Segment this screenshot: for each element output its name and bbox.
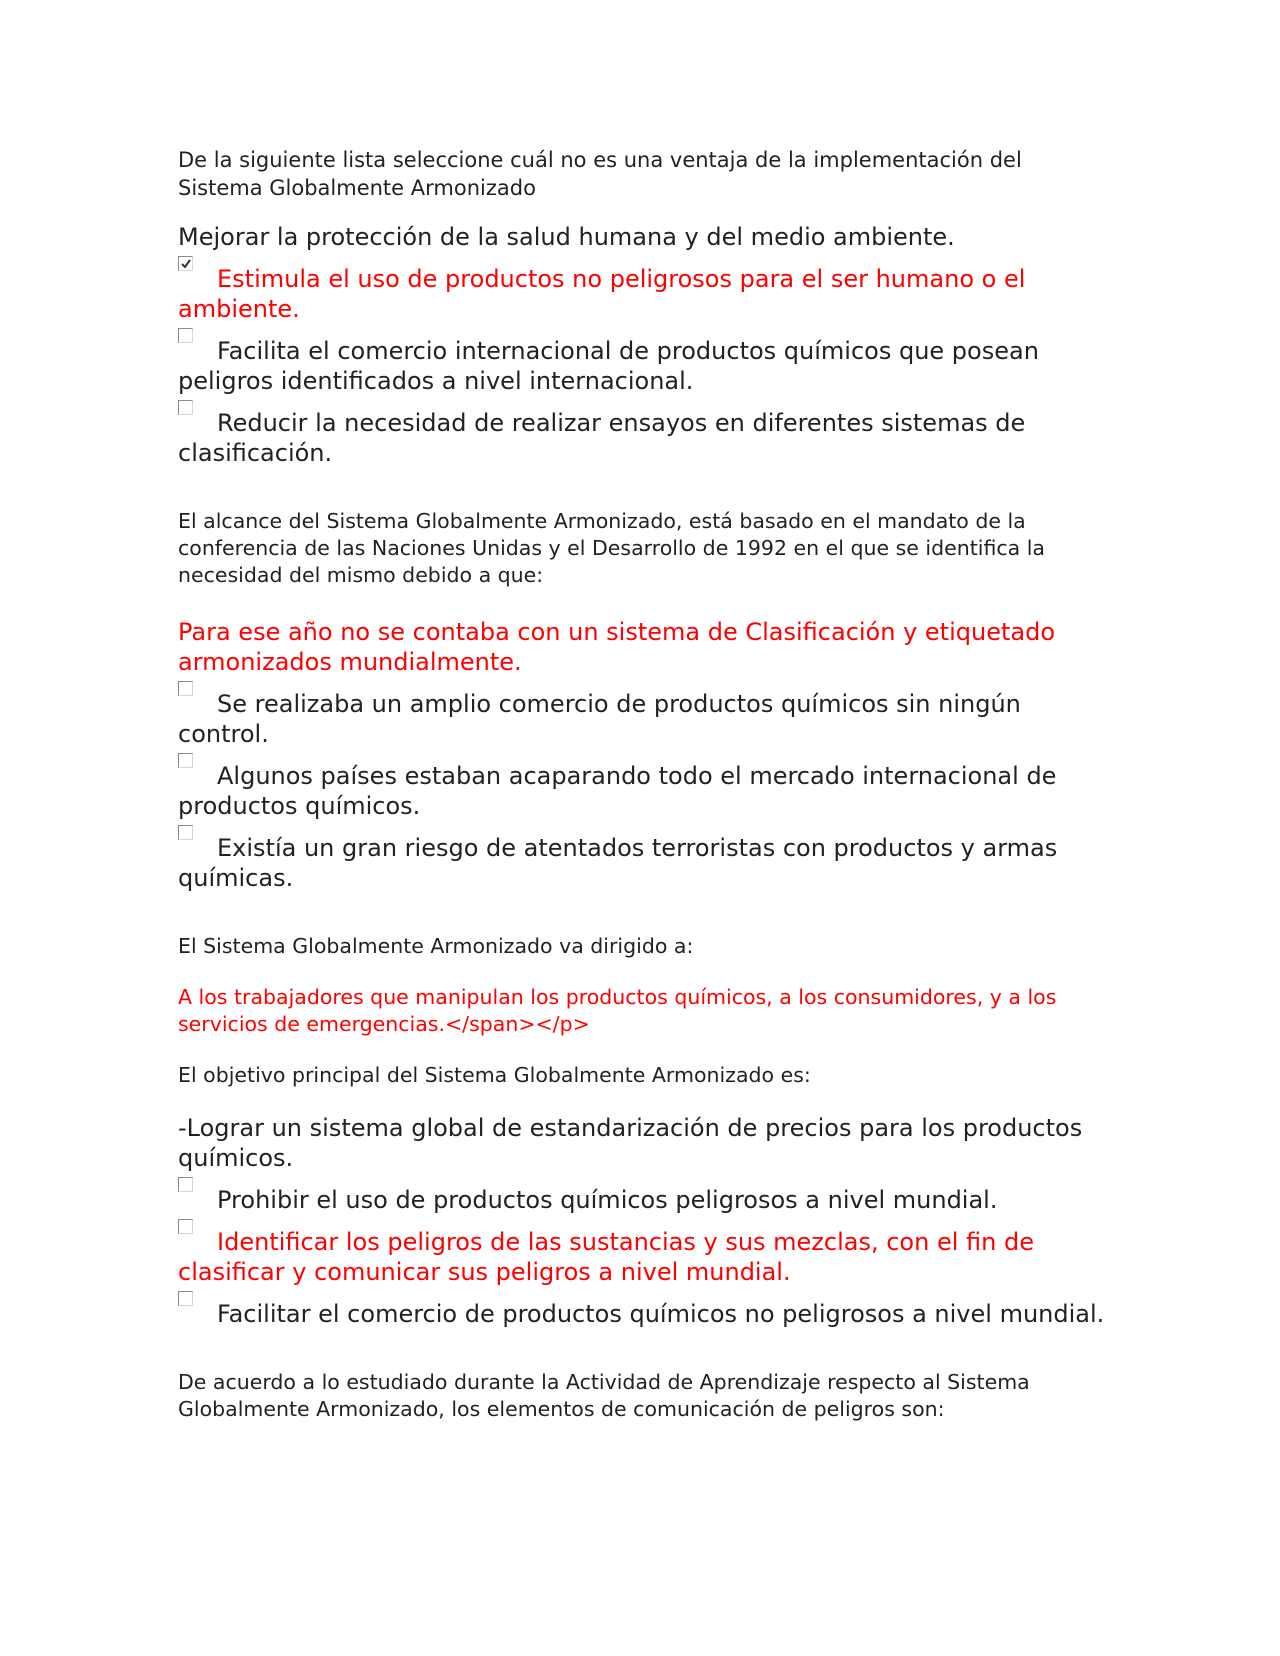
checkmark-icon (180, 258, 192, 270)
question-2-answer: Para ese año no se contaba con un sistema de Clasificación y etiquetado armonizados mundialmente. (178, 618, 1055, 676)
checkbox-unchecked[interactable] (178, 1219, 193, 1234)
question-5-text: De acuerdo a lo estudiado durante la Actividad de Aprendizaje respecto al Sistema Globalmente Armonizado, los elementos de comunicación de peligros son: (178, 1370, 1030, 1421)
option-text: Facilita el comercio internacional de productos químicos que posean peligros identificados a nivel internacional. (178, 337, 1039, 395)
option-text: Algunos países estaban acaparando todo el mercado internacional de productos químicos. (178, 762, 1057, 820)
option-text: Estimula el uso de productos no peligrosos para el ser humano o el ambiente. (178, 265, 1026, 323)
question-1-option-3 (178, 408, 1108, 468)
question-2-option-2 (178, 761, 1108, 821)
checkbox-unchecked[interactable] (178, 825, 193, 840)
question-4-option-3 (178, 1299, 1108, 1329)
checkbox-unchecked[interactable] (178, 400, 193, 415)
question-1-option-1 (178, 264, 1108, 324)
option-text: Existía un gran riesgo de atentados terroristas con productos y armas químicas. (178, 834, 1058, 892)
question-2-text: El alcance del Sistema Globalmente Armonizado, está basado en el mandato de la conferencia de las Naciones Unidas y el Desarrollo de 1992 en el que se identifica la necesidad del mismo debido a que: (178, 509, 1045, 587)
option-text: Reducir la necesidad de realizar ensayos en diferentes sistemas de clasificación. (178, 409, 1026, 467)
question-4-option-1 (178, 1185, 1108, 1215)
option-text: Se realizaba un amplio comercio de productos químicos sin ningún control. (178, 690, 1021, 748)
checkbox-checked[interactable] (178, 256, 193, 271)
checkbox-unchecked[interactable] (178, 1291, 193, 1306)
question-4-intro-option: -Lograr un sistema global de estandarización de precios para los productos químicos. (178, 1114, 1083, 1172)
question-1-text: De la siguiente lista seleccione cuál no es una ventaja de la implementación del Sistema Globalmente Armonizado (178, 148, 1022, 200)
question-4-text: El objetivo principal del Sistema Globalmente Armonizado es: (178, 1063, 811, 1087)
question-3-answer: A los trabajadores que manipulan los productos químicos, a los consumidores, y a los servicios de emergencias.</span></p> (178, 985, 1057, 1036)
document-page (178, 146, 1108, 1443)
question-1-intro-option: Mejorar la protección de la salud humana y del medio ambiente. (178, 223, 955, 251)
question-4-option-2 (178, 1227, 1108, 1287)
checkbox-unchecked[interactable] (178, 1177, 193, 1192)
option-text: Prohibir el uso de productos químicos peligrosos a nivel mundial. (217, 1186, 998, 1214)
question-3-text: El Sistema Globalmente Armonizado va dirigido a: (178, 934, 694, 958)
option-text: Identificar los peligros de las sustancias y sus mezclas, con el fin de clasificar y comunicar sus peligros a nivel mundial. (178, 1228, 1034, 1286)
question-1-option-2 (178, 336, 1108, 396)
question-2-option-3 (178, 833, 1108, 893)
question-2-option-1 (178, 689, 1108, 749)
checkbox-unchecked[interactable] (178, 328, 193, 343)
checkbox-unchecked[interactable] (178, 753, 193, 768)
checkbox-unchecked[interactable] (178, 681, 193, 696)
option-text: Facilitar el comercio de productos químicos no peligrosos a nivel mundial. (217, 1300, 1105, 1328)
